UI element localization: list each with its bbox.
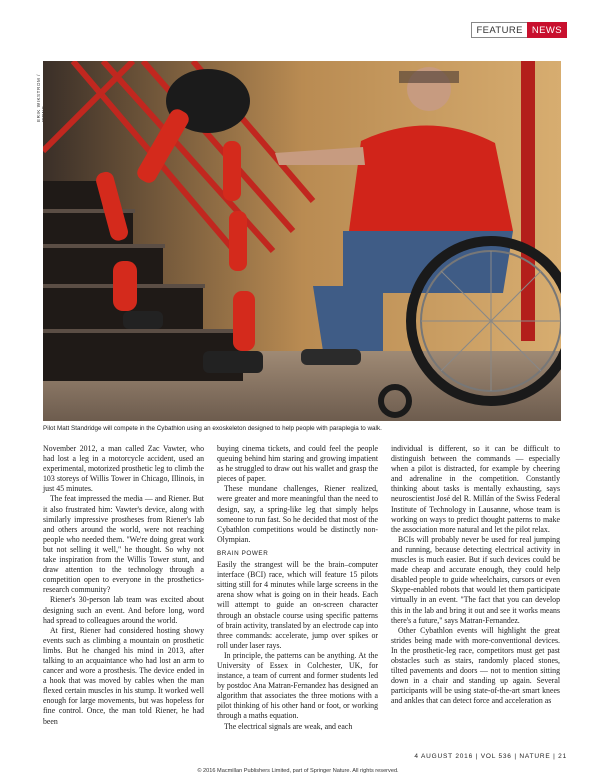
paragraph: The feat impressed the media — and Riener. But it also frustrated him: Vawter's device, along with similarly impressive prostheses from Riener's lab and others around the world, were not reaching people who needed them. "We're doing great work but not selling it well," he thought. So why not take inspiration from the Willis Tower stunt, and draw attention to the technology through a competition open to everyone in the prosthetics-research community? [43, 494, 204, 595]
paragraph: Easily the strangest will be the brain–computer interface (BCI) race, which will feature 15 pilots sitting still for 4 minutes while large screens in the arena show what is going on in their heads. Each will attempt to guide an on-screen character through an obstacle course using specific patterns of brain activity, translated by an electrode cap into three commands: accelerate, jump over spikes or roll under laser rays. [217, 560, 378, 650]
article-photo [43, 61, 561, 421]
news-label: NEWS [527, 22, 567, 38]
paragraph: BCIs will probably never be used for real jumping and running, because detecting electrical activity in muscles is much easier. But if such devices could be made cheap and accurate enough, they could help disabled people to guide wheelchairs, cursors or even Skype-enabled robots that would let them participate virtually in an event. "The fact that you can develop this in the lab and bring it out and see it works means there's a future," says Matran-Fernandez. [391, 534, 560, 625]
photo-caption: Pilot Matt Standridge will compete in the Cybathlon using an exoskeleton designed to help people with paraplegia to walk. [43, 425, 382, 432]
article-column-1 [43, 444, 204, 727]
section-subheading: BRAIN POWER [217, 549, 269, 557]
paragraph: The electrical signals are weak, and each [224, 721, 353, 731]
paragraph: buying cinema tickets, and could feel the people queuing behind him staring and growing impatient as he struggled to draw out his wallet and grasp the pieces of paper. [217, 444, 378, 484]
paragraph: These mundane challenges, Riener realized, were greater and more meaningful than the need to design, say, a spring-like leg that simply helps someone to run fast. So he decided that most of the Cybathlon competitions would be distinctly non-Olympian. [217, 484, 378, 544]
paragraph: In principle, the patterns can be anything. At the University of Essex in Colchester, UK, for instance, a team of current and former students led by postdoc Ana Matran-Fernandez has designed an algorithm that associates the three motions with a pilot thinking of his other hand or foot, or working through a maths equation. [217, 650, 378, 721]
paragraph: At first, Riener had considered hosting showy events such as climbing a mountain on prosthetic limbs. But he changed his mind in 2013, after talking to an acquaintance who had lost an arm to cancer and wore a prosthesis. The device ended in a hook that was moved by cables when the man flexed certain muscles in his stump. It worked well enough for large movements, but was hopeless for fine control. Once, the man told Riener, he had been [43, 625, 204, 726]
page-footer: 4 AUGUST 2016 | VOL 536 | NATURE | 21 [414, 753, 567, 760]
paragraph: November 2012, a man called Zac Vawter, who had lost a leg in a motorcycle accident, used an experimental, motorized prosthetic leg to climb the 103 storeys of Willis Tower in Chicago, Illinois, in just 45 minutes. [43, 444, 204, 494]
paragraph: Other Cybathlon events will highlight the great strides being made with more-conventional devices. In the prosthetic-leg race, competitors must get past obstacles such as stairs, randomly placed stones, tilted pavements and doors — not to mention sitting down in a chair and standing up again. Several participants will be using state-of-the-art smart knees and ankles that can detect force and acceleration as [391, 625, 560, 706]
section-label: FEATURE [471, 22, 526, 38]
photo-credit: ERIK WIKSTROM / [36, 73, 41, 122]
article-column-3 [391, 444, 560, 706]
paragraph: Riener's 30-person lab team was excited about designing such an event. And before long, word had spread to colleagues around the world. [43, 595, 204, 625]
section-tag [471, 22, 567, 38]
copyright-notice: © 2016 Macmillan Publishers Limited, part of Springer Nature. All rights reserved. [197, 768, 399, 774]
paragraph: individual is different, so it can be difficult to distinguish between the commands — especially when a pilot is distracted, for example by cheering and adrenaline in the competition. Constantly thinking about tasks is mentally exhausting, says neuroscientist José del R. Millán of the Swiss Federal Institute of Technology in Lausanne, whose team is working on ways to predict thought patterns to make the association more natural and let the pilot relax. [391, 444, 560, 534]
article-column-2 [217, 444, 378, 732]
